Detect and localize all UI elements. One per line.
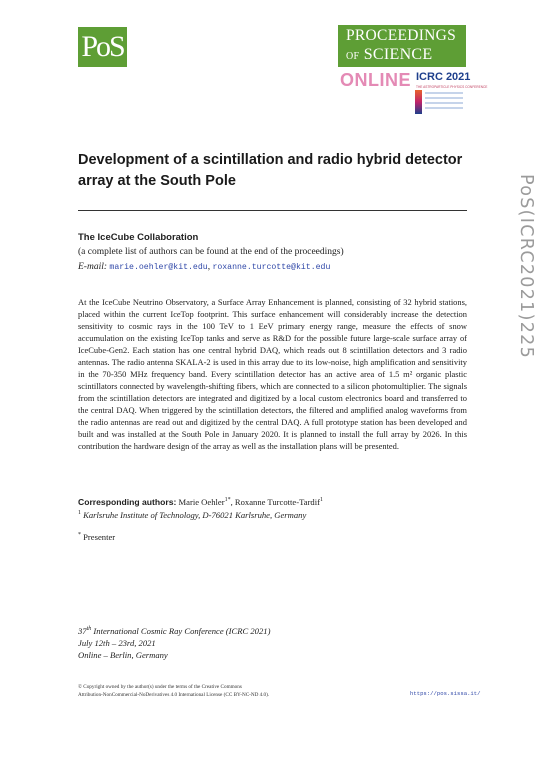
- of-science-label: [346, 46, 432, 64]
- icrc-logo-title: ICRC 2021: [416, 71, 471, 83]
- affiliation-mark: 1: [78, 510, 81, 517]
- presenter-note: [78, 532, 115, 542]
- email-row: [78, 262, 330, 272]
- copyright-line-1: © Copyright owned by the author(s) under the terms of the Creative Commons: [78, 684, 242, 690]
- email-separator: ,: [207, 262, 211, 272]
- collaboration-name: The IceCube Collaboration: [78, 232, 199, 243]
- pos-logo: PoS: [78, 27, 127, 67]
- conference-location: Online – Berlin, Germany: [78, 649, 168, 660]
- proceedings-label: PROCEEDINGS: [346, 27, 457, 44]
- icrc-logo-bar: [415, 90, 422, 114]
- email-label: E-mail:: [78, 262, 108, 272]
- side-stamp: PoS(ICRC2021)225: [516, 174, 536, 360]
- online-label: ONLINE: [340, 70, 412, 90]
- author-separator: ,: [230, 497, 233, 507]
- conference-title: International Cosmic Ray Conference (ICRC 2021): [93, 625, 271, 636]
- proceedings-of-science-logo: [338, 25, 466, 67]
- copyright-notice: [78, 683, 269, 699]
- corresponding-authors: [78, 497, 323, 507]
- conference-dates: July 12th – 23rd, 2021: [78, 637, 156, 648]
- affiliation-text: Karlsruhe Institute of Technology, D-76021 Karlsruhe, Germany: [83, 510, 307, 520]
- author-2-marks: 1: [319, 497, 323, 504]
- science-label: SCIENCE: [363, 46, 433, 63]
- author-1: Marie Oehler: [178, 497, 225, 507]
- conference-info: [78, 623, 270, 661]
- presenter-text: Presenter: [83, 532, 116, 542]
- author-2: Roxanne Turcotte-Tardif: [234, 497, 320, 507]
- paper-title: Development of a scintillation and radio hybrid detector array at the South Pole: [78, 152, 463, 189]
- email-link-1[interactable]: marie.oehler@kit.edu: [109, 263, 208, 272]
- icrc-logo-subtitle: THE ASTROPARTICLE PHYSICS CONFERENCE: [416, 85, 488, 89]
- email-link-2[interactable]: roxanne.turcotte@kit.edu: [212, 263, 331, 272]
- abstract-text: At the IceCube Neutrino Observatory, a Surface Array Enhancement is planned, consisting of 32 hybrid stations, placed within the current IceTop footprint. This surface enhancement will considerably increase the detection sensitivity to cosmic rays in the 100 TeV to 1 EeV primary energy range, measure the effects of snow accumulation on the existing IceTop tanks and serve as R&D for the possible future large-scale surface array of IceCube-Gen2. Each station has one central hybrid DAQ, which reads out 8 scintillation detectors and 3 radio antennas. The radio antenna SKALA-2 is used in this array due to its low-noise, high amplification and sensitivity in the 70-350 MHz frequency band. Every scintillation detector has an active area of 1.5 m² organic plastic scintillators connected by wavelength-shifting fibers, which are connected to a silicon photomultiplier. The signals from the scintillation detectors are integrated and digitized by a local custom electronics board and transferred to the central DAQ. When triggered by the scintillation detectors, the filtered and amplified analog waveforms from the radio antennas are read out and digitized by the central DAQ. A full prototype station has been developed and built and was installed at the South Pole in January 2020. It is planned to install the full array by 2026. In this contribution the hardware design of the array as well as the installation plans will be presented.: [78, 297, 467, 451]
- conference-ordinal-suffix: th: [86, 626, 92, 632]
- side-stamp-area: [488, 174, 538, 474]
- conference-name: [78, 623, 270, 637]
- corresponding-label: Corresponding authors:: [78, 497, 177, 507]
- abstract: [78, 296, 467, 452]
- copyright-line-2: Attribution-NonCommercial-NoDerivatives 4.0 International License (CC BY-NC-ND 4.0).: [78, 692, 270, 698]
- conference-ordinal: 37: [78, 625, 87, 636]
- title-rule: [78, 210, 467, 211]
- author-1-marks: 1*: [224, 497, 231, 504]
- affiliation: [78, 510, 306, 520]
- icrc-logo-small-text: [425, 92, 463, 112]
- icrc-2021-logo: [413, 71, 488, 117]
- author-list-note: (a complete list of authors can be found at the end of the proceedings): [78, 247, 344, 257]
- presenter-mark: *: [78, 532, 81, 539]
- pos-url-link[interactable]: https://pos.sissa.it/: [410, 690, 481, 697]
- of-label: OF: [346, 51, 360, 62]
